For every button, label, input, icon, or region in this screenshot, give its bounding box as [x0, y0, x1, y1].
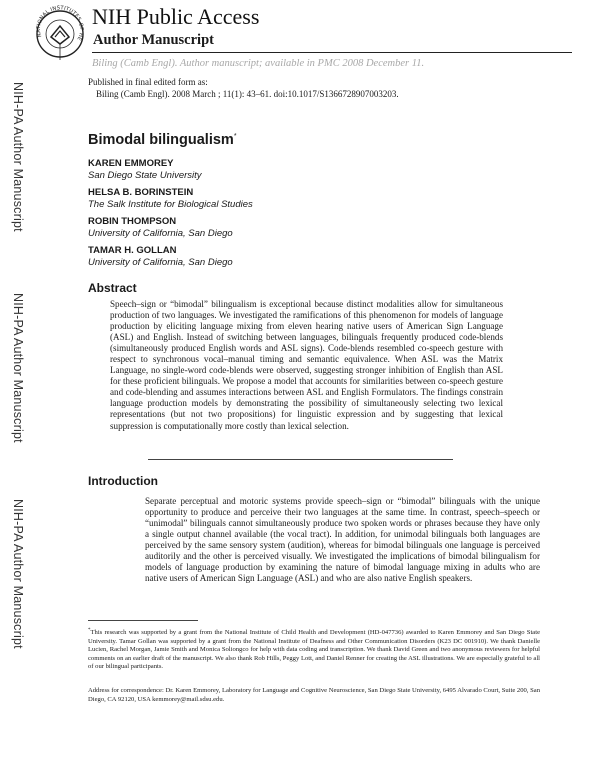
nih-public-access-title: NIH Public Access [92, 4, 260, 29]
author-block [88, 216, 233, 240]
published-label: Published in final edited form as: [88, 77, 208, 87]
side-watermark: NIH-PA Author Manuscript [11, 499, 25, 649]
abstract-heading: Abstract [88, 281, 137, 295]
side-watermark: NIH-PA Author Manuscript [11, 293, 25, 443]
author-block [88, 158, 202, 182]
nih-logo [34, 4, 86, 70]
footnote-text: This research was supported by a grant from the National Institute of Child Health and Development (HD-047736) awarded to Karen Emmorey and San Diego State University. Tamar Gollan was supported by a grant from the National Institute of Deafness and Other Communication Disorders (K23 DC 001910). We thank Danielle Lucien, Rachel Morgan, Jamie Smith and Monica Soliongco for help with data coding and transcription. We thank David Green and two anonymous reviewers for helpful comments on an earlier draft of the manuscript. We also thank Rob Hills, Peggy Lott, and Daniel Renner for creating the ASL illustrations. We are especially grateful to all of our bilingual participants. [88, 629, 540, 671]
author-block [88, 187, 253, 211]
introduction-text: Separate perceptual and motoric systems provide speech–sign or “bimodal” bilinguals with the unique opportunity to produce and perceive their two languages at the same time. In contrast, speech–speech or “unimodal” bilinguals cannot simultaneously produce two spoken words or phrases because they have only a single output channel available (the vocal tract). In addition, for unimodal bilinguals both languages are perceived by the same sensory system (audition), whereas for bimodal bilinguals one language is perceived auditorily and the other is perceived visually. We investigated the implications of bimodal bilingualism for models of language production by examining the nature of bimodal language mixing in adults who are native users of American Sign Language (ASL) and who are also native English speakers. [145, 496, 540, 584]
paper-title: Bimodal bilingualism* [88, 131, 237, 148]
footnote [88, 627, 540, 672]
logo-text: NATIONAL INSTITUTES OF HE [35, 5, 85, 42]
author-manuscript-label: Author Manuscript [93, 32, 214, 48]
author-affiliation: University of California, San Diego [88, 228, 233, 239]
author-affiliation: San Diego State University [88, 170, 202, 181]
introduction-heading: Introduction [88, 474, 158, 488]
footnote-divider [88, 620, 198, 621]
abstract-divider [148, 459, 453, 460]
svg-text:NATIONAL INSTITUTES OF HEALTH [34, 4, 84, 41]
author-name: ROBIN THOMPSON [88, 216, 177, 227]
side-watermark: NIH-PA Author Manuscript [11, 82, 25, 232]
author-name: TAMAR H. GOLLAN [88, 245, 177, 256]
author-name: KAREN EMMOREY [88, 158, 174, 169]
author-block [88, 245, 233, 269]
published-reference: Biling (Camb Engl). 2008 March ; 11(1): 43–61. doi:10.1017/S1366728907003203. [96, 89, 399, 99]
abstract-text: Speech–sign or “bimodal” bilingualism is exceptional because distinct modalities allow for simultaneous production of two languages. We investigated the ramifications of this phenomenon for models of language production by eliciting language mixing from eleven hearing native users of American Sign Language (ASL) and English. Instead of switching between languages, bilinguals frequently produced code-blends (simultaneously produced English words and ASL signs). Code-blends resembled co-speech gesture with respect to synchronous vocal–manual timing and semantic equivalence. When ASL was the Matrix Language, no single-word code-blends were observed, suggesting stronger inhibition of English than ASL for these proficient bilinguals. We propose a model that accounts for similarities between co-speech gesture and code-blending and assumes interactions between ASL and English Formulators. The findings constrain language production models by demonstrating the possibility of simultaneously selecting two lexical representations (but not two propositions) for linguistic expression and by suggesting that lexical suppression is computationally more costly than lexical selection. [110, 299, 503, 431]
correspondence-address: Address for correspondence: Dr. Karen Emmorey, Laboratory for Language and Cognitive Neuroscience, San Diego State University, 6495 Alvarado Court, Suite 200, San Diego, CA 92120, USA kemmorey@mail.sdsu.edu. [88, 687, 540, 703]
title-footnote-mark: * [233, 133, 237, 140]
header-rule [92, 52, 572, 53]
author-affiliation: University of California, San Diego [88, 257, 233, 268]
author-name: HELSA B. BORINSTEIN [88, 187, 194, 198]
author-affiliation: The Salk Institute for Biological Studies [88, 199, 253, 210]
pmc-availability-line: Biling (Camb Engl). Author manuscript; available in PMC 2008 December 11. [92, 58, 425, 69]
footnote-mark: * [88, 628, 91, 633]
